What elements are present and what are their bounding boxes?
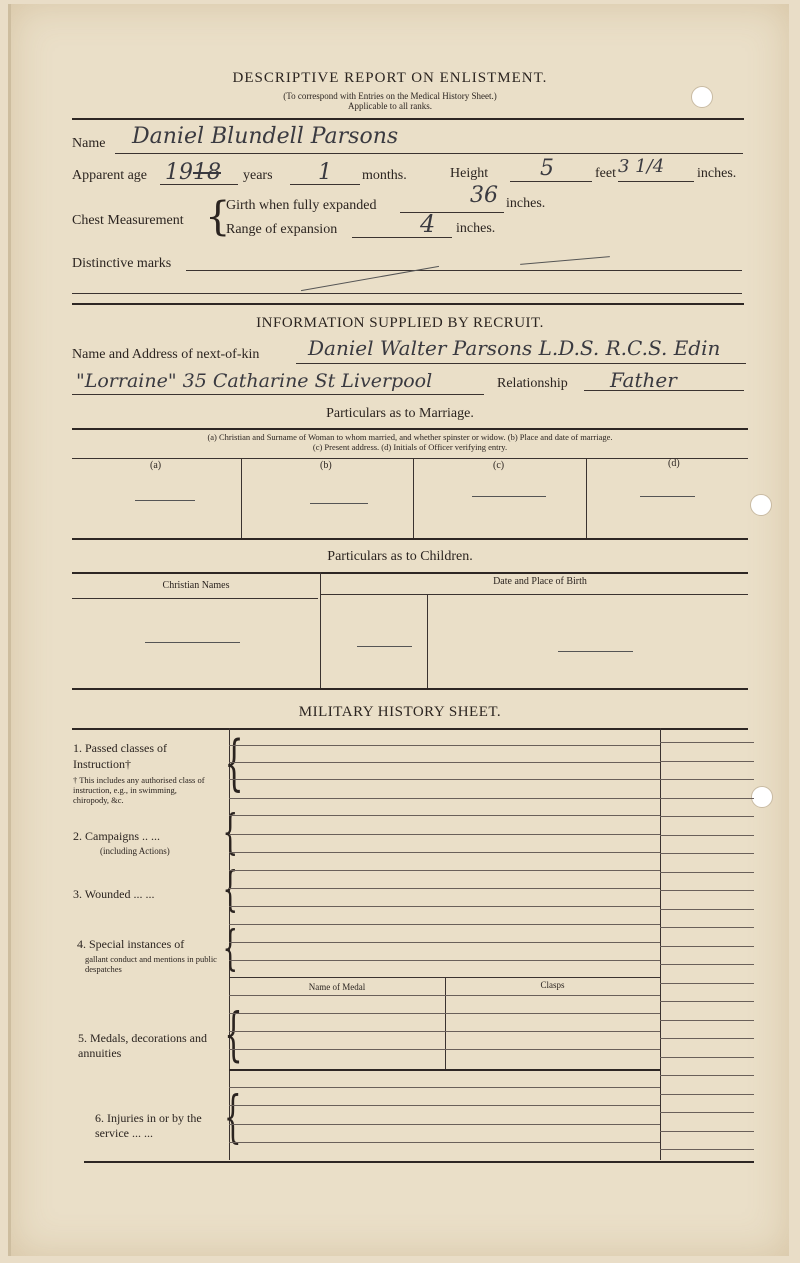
ruled-line xyxy=(229,1105,660,1106)
ruled-line xyxy=(229,815,660,816)
mh-item-2-sub: (including Actions) xyxy=(100,846,170,856)
marriage-col-c: (c) xyxy=(493,460,505,471)
ruled-line xyxy=(660,853,754,854)
chest-label: Chest Measurement xyxy=(72,213,184,228)
height-inches-line xyxy=(618,181,694,182)
brace: { xyxy=(224,1000,243,1068)
col-divider xyxy=(320,572,321,688)
ruled-line xyxy=(229,870,660,871)
ruled-line xyxy=(660,1131,754,1132)
ruled-line xyxy=(229,960,660,961)
children-line xyxy=(72,598,318,599)
range-label: Range of expansion xyxy=(226,222,338,237)
ruled-line xyxy=(229,995,660,996)
ruled-line xyxy=(660,779,754,780)
punch-hole xyxy=(751,786,773,808)
relationship-value: Father xyxy=(610,368,677,392)
address-line xyxy=(72,394,484,395)
divider xyxy=(72,688,748,690)
mh-item-3: 3. Wounded ... ... xyxy=(73,887,155,901)
children-dash xyxy=(558,651,633,652)
mh-item-4: 4. Special instances of xyxy=(77,937,185,951)
marks-label: Distinctive marks xyxy=(72,256,172,271)
children-heading: Particulars as to Children. xyxy=(327,549,473,564)
kin-address: "Lorraine" 35 Catharine St Liverpool xyxy=(76,370,433,392)
col-divider xyxy=(427,594,428,688)
marriage-dash xyxy=(135,500,195,501)
ruled-line xyxy=(229,762,660,763)
ruled-line xyxy=(660,872,754,873)
marriage-heading: Particulars as to Marriage. xyxy=(326,406,474,421)
marriage-dash xyxy=(640,496,695,497)
ruled-line xyxy=(229,779,660,780)
kin-name: Daniel Walter Parsons L.D.S. R.C.S. Edin xyxy=(308,336,721,360)
ruled-line xyxy=(229,888,660,889)
ruled-line xyxy=(229,1013,660,1014)
brace: { xyxy=(222,861,238,917)
ruled-line xyxy=(229,1031,660,1032)
ruled-line xyxy=(660,1075,754,1076)
children-dash xyxy=(357,646,412,647)
name-label: Name xyxy=(72,136,106,151)
recruit-heading: INFORMATION SUPPLIED BY RECRUIT. xyxy=(256,315,544,331)
ruled-line xyxy=(660,1112,754,1113)
months-value: 1 xyxy=(318,160,332,185)
ruled-line xyxy=(660,946,754,947)
marriage-col-a: (a) xyxy=(150,460,162,471)
medal-col-divider xyxy=(445,977,446,1069)
ruled-line xyxy=(229,1124,660,1125)
ruled-line xyxy=(660,761,754,762)
months-label: months. xyxy=(362,168,407,183)
ruled-line xyxy=(660,835,754,836)
marriage-note: (a) Christian and Surname of Woman to whom married, and whether spinster or widow. (b) Place and date of marriage. xyxy=(207,432,613,442)
kin-line xyxy=(296,363,746,364)
ruled-line xyxy=(660,927,754,928)
marriage-dash xyxy=(472,496,546,497)
name-line xyxy=(115,153,743,154)
relationship-line xyxy=(584,390,744,391)
ruled-line xyxy=(229,924,660,925)
ruled-line xyxy=(660,983,754,984)
medal-col-label: Name of Medal xyxy=(308,982,366,992)
ruled-line xyxy=(660,816,754,817)
age-line xyxy=(160,184,238,185)
age-struck-value: 18 xyxy=(193,160,221,185)
ruled-line xyxy=(660,1038,754,1039)
height-label: Height xyxy=(450,166,489,181)
brace: { xyxy=(222,804,238,860)
marks-line xyxy=(186,270,742,271)
brace: { xyxy=(222,920,238,976)
ruled-line xyxy=(660,1020,754,1021)
ruled-line xyxy=(660,890,754,891)
form-subtitle: (To correspond with Entries on the Medical History Sheet.) xyxy=(283,91,497,101)
girth-line xyxy=(400,212,504,213)
ruled-line xyxy=(660,742,754,743)
ruled-line xyxy=(229,852,660,853)
marriage-dash xyxy=(310,503,368,504)
military-heading: MILITARY HISTORY SHEET. xyxy=(298,704,502,720)
mh-item-6: 6. Injuries in or by the service ... ... xyxy=(95,1111,202,1140)
mh-item-1: 1. Passed classes of Instruction† xyxy=(73,741,167,771)
age-label: Apparent age xyxy=(72,168,148,183)
ruled-line xyxy=(660,1001,754,1002)
mh-right-border xyxy=(660,728,661,1160)
children-dash xyxy=(145,642,240,643)
name-value: Daniel Blundell Parsons xyxy=(132,124,399,149)
marriage-col-d: (d) xyxy=(668,458,680,469)
children-col-names: Christian Names xyxy=(162,580,230,591)
months-line xyxy=(290,184,360,185)
ruled-line xyxy=(660,964,754,965)
form-title: DESCRIPTIVE REPORT ON ENLISTMENT. xyxy=(232,70,548,86)
col-divider xyxy=(241,458,242,538)
height-feet-line xyxy=(510,181,592,182)
divider xyxy=(72,538,748,540)
girth-label: Girth when fully expanded xyxy=(226,198,377,213)
range-unit: inches. xyxy=(456,221,496,236)
form-bottom-line xyxy=(84,1161,754,1163)
divider xyxy=(72,428,748,430)
ruled-line xyxy=(229,1087,660,1088)
height-feet-value: 5 xyxy=(540,156,554,181)
form-subtitle-2: Applicable to all ranks. xyxy=(348,101,432,111)
clasps-col-label: Clasps xyxy=(540,980,565,990)
ruled-line xyxy=(660,1094,754,1095)
chest-brace: { xyxy=(205,194,231,240)
feet-label: feet xyxy=(595,166,616,181)
brace: { xyxy=(223,1085,242,1150)
marriage-note-2: (c) Present address. (d) Initials of Officer verifying entry. xyxy=(312,442,508,452)
marks-line-2 xyxy=(72,293,742,294)
kin-label: Name and Address of next-of-kin xyxy=(72,347,260,362)
ruled-line xyxy=(660,1149,754,1150)
ruled-line xyxy=(660,909,754,910)
mh-item-5: 5. Medals, decorations and annuities xyxy=(78,1031,207,1060)
age-value: 19 xyxy=(165,160,193,185)
ruled-line xyxy=(229,798,660,799)
children-line xyxy=(320,594,748,595)
ruled-line xyxy=(229,745,660,746)
years-label: years xyxy=(243,168,273,183)
marriage-col-b: (b) xyxy=(320,460,332,471)
ruled-line xyxy=(660,1057,754,1058)
inches-label: inches. xyxy=(697,166,737,181)
height-inches-value: 3 1/4 xyxy=(618,156,665,177)
col-divider xyxy=(586,458,587,538)
children-col-birth: Date and Place of Birth xyxy=(493,576,587,587)
brace: { xyxy=(224,728,244,798)
ruled-line xyxy=(660,798,754,799)
mh-item-4-sub: gallant conduct and mentions in public despatches xyxy=(85,954,217,974)
girth-unit: inches. xyxy=(506,196,546,211)
ruled-line xyxy=(229,1049,660,1050)
girth-value: 36 xyxy=(470,183,498,208)
range-line xyxy=(352,237,452,238)
medal-table-bottom xyxy=(229,1069,660,1071)
relationship-label: Relationship xyxy=(497,376,568,391)
mh-item-2: 2. Campaigns .. ... xyxy=(73,829,160,843)
col-divider xyxy=(413,458,414,538)
divider xyxy=(72,572,748,574)
mh-item-1-note: † This includes any authorised class of instruction, e.g., in swimming, chiropody, &c. xyxy=(73,775,205,805)
range-value: 4 xyxy=(420,210,436,238)
ruled-line xyxy=(229,834,660,835)
punch-hole xyxy=(691,86,713,108)
ruled-line xyxy=(229,906,660,907)
ruled-line xyxy=(229,942,660,943)
ruled-line xyxy=(229,1142,660,1143)
punch-hole xyxy=(750,494,772,516)
divider xyxy=(72,303,744,305)
divider xyxy=(72,118,744,120)
marriage-table-top xyxy=(72,458,748,459)
divider xyxy=(72,728,748,730)
